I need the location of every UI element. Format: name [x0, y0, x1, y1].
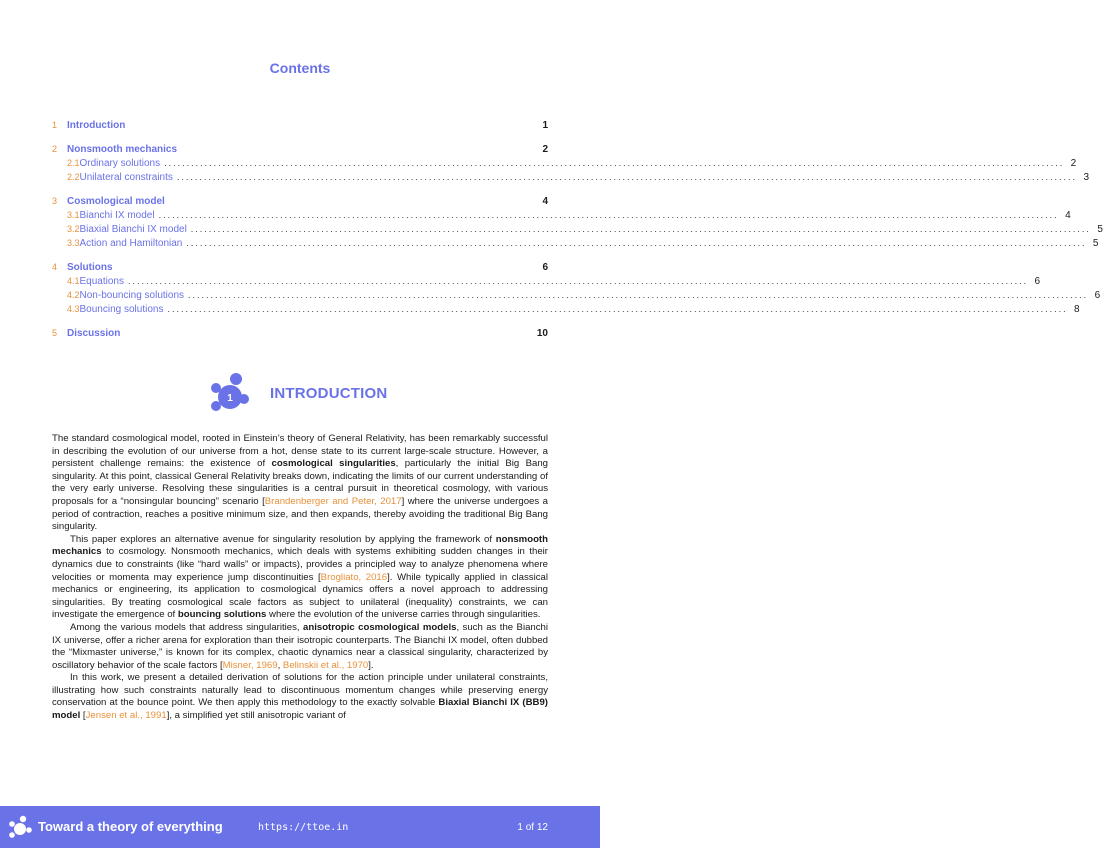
section-number: 1	[227, 393, 233, 404]
toc-entry-page: 10	[536, 328, 548, 339]
toc-entry[interactable]	[52, 328, 548, 342]
toc-entry-page: 2	[542, 144, 548, 155]
bold-term: anisotropic cosmological models	[303, 621, 457, 633]
toc-entry-number: 2.1	[67, 158, 80, 168]
footer-page-number: 1 of 12	[517, 822, 548, 833]
bold-term: Biaxial Bianchi IX (BB9) model	[52, 697, 549, 722]
toc-entry-number: 1	[52, 120, 58, 130]
table-of-contents	[52, 120, 1103, 342]
toc-entry-label[interactable]: Ordinary solutions	[79, 158, 161, 169]
text-run: In this work, we present a detailed derivation of solutions for the action principle under unilateral constraints, illustrating how such constraints naturally lead to discontinuous momentum changes while preserving energy conservation at the bounce point. We then apply this methodology to the exactly solvable	[52, 672, 548, 709]
section-header	[208, 372, 387, 414]
toc-leader-dots: ........................................................................................................................................................................................................	[190, 224, 1091, 234]
toc-entry[interactable]	[52, 144, 548, 158]
toc-entry-page: 5	[1092, 238, 1099, 249]
body-text	[52, 433, 548, 723]
toc-entry-page: 1	[542, 120, 548, 131]
toc-leader-dots: ........................................................................................................................................................................................................	[164, 158, 1065, 168]
toc-entry-page: 4	[1065, 210, 1071, 221]
toc-entry-label[interactable]: Unilateral constraints	[79, 172, 173, 183]
toc-entry-number: 2	[52, 144, 58, 154]
text-run: , particularly the initial Big Bang singularity. At this point, classical General Relativity breaks down, indicating the limits of our current understanding of the very early universe. Resolving these singularities is a central pursuit in theoretical cosmology, with various proposals for a “nonsingular bouncing” scenario [	[52, 458, 548, 507]
toc-entry-label[interactable]: Nonsmooth mechanics	[67, 144, 178, 155]
toc-entry[interactable]	[52, 196, 548, 210]
toc-entry-page: 6	[1094, 290, 1101, 301]
text-run: ].	[368, 659, 374, 671]
toc-entry-label[interactable]: Action and Hamiltonian	[79, 238, 183, 249]
footer-logo-icon	[8, 815, 32, 839]
text-run: ,	[277, 659, 283, 671]
toc-entry-label[interactable]: Discussion	[67, 328, 121, 339]
toc-entry-page: 4	[542, 196, 548, 207]
toc-entry-label[interactable]: Cosmological model	[67, 196, 165, 207]
toc-entry-label[interactable]: Non-bouncing solutions	[79, 290, 185, 301]
text-run: Among the various models that address singularities,	[70, 621, 303, 633]
toc-leader-dots: ........................................................................................................................................................................................................	[186, 238, 1087, 248]
toc-entry-label[interactable]: Biaxial Bianchi IX model	[79, 224, 187, 235]
toc-entry-page: 3	[1083, 172, 1089, 183]
toc-entry-page: 5	[1097, 224, 1103, 235]
paragraph	[52, 433, 548, 534]
toc-entry-number: 3	[52, 196, 58, 206]
toc-entry-page: 2	[1070, 158, 1077, 169]
toc-leader-dots: ........................................................................................................................................................................................................	[188, 290, 1089, 300]
paragraph	[52, 622, 548, 672]
paragraph	[52, 534, 548, 622]
toc-entry-number: 5	[52, 328, 58, 338]
toc-entry[interactable]	[52, 262, 548, 276]
section-title: INTRODUCTION	[270, 384, 388, 402]
toc-entry-page: 6	[542, 262, 548, 273]
text-run: The standard cosmological model, rooted in Einstein’s theory of General Relativity, has been remarkably successful in describing the evolution of our universe from a hot, dense state to its current large-scale structure. However, a persistent challenge remains: the existence of	[52, 433, 548, 470]
section-logo-icon	[208, 372, 250, 414]
toc-leader-dots: ........................................................................................................................................................................................................	[167, 304, 1068, 314]
footer-url-link[interactable]: https://ttoe.in	[258, 822, 349, 833]
text-run: ], a simplified yet still anisotropic variant of	[166, 710, 346, 722]
toc-entry[interactable]	[52, 238, 1099, 252]
bold-term: cosmological singularities	[271, 458, 396, 470]
toc-entry-label[interactable]: Bouncing solutions	[79, 304, 164, 315]
toc-leader-dots: ........................................................................................................................................................................................................	[158, 210, 1059, 220]
toc-entry-label[interactable]: Bianchi IX model	[79, 210, 155, 221]
text-run: , such as the Bianchi IX universe, offer a richer arena for exploration than their isotropic counterparts. The Bianchi IX model, often dubbed the “Mixmaster universe,” is known for its complex, chaotic dynamics near a classical singularity, characterized by oscillatory behavior of the scale factors [	[52, 621, 549, 671]
text-run: where the evolution of the universe carries through singularities.	[266, 609, 541, 621]
toc-entry-label[interactable]: Equations	[79, 276, 124, 287]
toc-leader-dots: ........................................................................................................................................................................................................	[128, 276, 1029, 286]
text-run: This paper explores an alternative avenue for singularity resolution by applying the framework of	[70, 533, 496, 545]
toc-leader-dots: ........................................................................................................................................................................................................	[176, 172, 1077, 182]
toc-entry-number: 4	[52, 262, 58, 272]
text-run: ] where the universe undergoes a period of contraction, reaches a positive minimum size, and then expands, thereby avoiding the traditional Big Bang singularity.	[52, 495, 548, 533]
toc-entry[interactable]	[52, 120, 548, 134]
text-run: ]. While typically applied in classical mechanics or engineering, its application to cosmological dynamics offers a novel approach to addressing singularities. By treating cosmological scale factors as subject to unilateral (inequality) constraints, we can investigate the emergence of	[52, 571, 548, 621]
toc-entry[interactable]	[52, 172, 1089, 186]
citation-link[interactable]: Belinskii et al., 1970	[282, 659, 369, 671]
toc-entry-number: 2.2	[67, 172, 80, 182]
toc-entry-label[interactable]: Introduction	[67, 120, 126, 131]
toc-entry[interactable]	[52, 224, 1103, 238]
toc-entry[interactable]	[52, 210, 1071, 224]
toc-entry[interactable]	[52, 290, 1101, 304]
citation-link[interactable]: Brogliato, 2016	[320, 571, 388, 583]
bold-term: bouncing solutions	[177, 609, 267, 621]
citation-link[interactable]: Misner, 1969	[222, 659, 278, 671]
toc-entry-number: 3.1	[67, 210, 80, 220]
toc-entry[interactable]	[52, 304, 1080, 318]
text-run: to cosmology. Nonsmooth mechanics, which deals with systems exhibiting sudden changes in their dynamics due to constraints (like “hard walls” or impacts), provides a principled way to analyze phenomena where velocities or momenta may experience jump discontinuities [	[52, 546, 548, 583]
toc-entry[interactable]	[52, 158, 1077, 172]
toc-entry-number: 3.3	[67, 238, 80, 248]
toc-entry-page: 8	[1074, 304, 1080, 315]
toc-entry-number: 4.3	[67, 304, 80, 314]
toc-entry[interactable]	[52, 276, 1041, 290]
paragraph	[52, 672, 548, 722]
text-run: [	[80, 710, 86, 722]
bold-term: nonsmooth mechanics	[52, 533, 548, 558]
toc-entry-number: 4.2	[67, 290, 80, 300]
contents-heading: Contents	[269, 60, 331, 76]
toc-entry-label[interactable]: Solutions	[67, 262, 113, 273]
toc-entry-number: 3.2	[67, 224, 80, 234]
toc-entry-number: 4.1	[67, 276, 80, 286]
citation-link[interactable]: Jensen et al., 1991	[85, 710, 167, 722]
footer-title: Toward a theory of everything	[38, 819, 223, 834]
page-footer	[0, 806, 600, 848]
toc-entry-page: 6	[1034, 276, 1041, 287]
citation-link[interactable]: Brandenberger and Peter, 2017	[264, 495, 402, 507]
